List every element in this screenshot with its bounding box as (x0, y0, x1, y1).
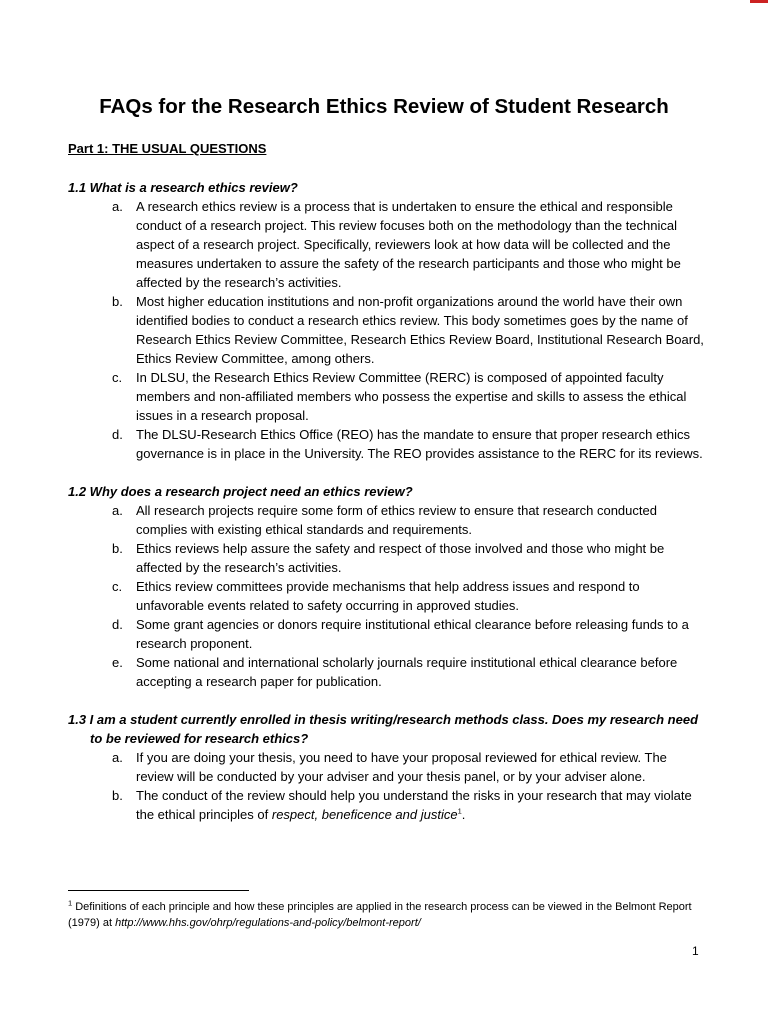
footnote (68, 899, 718, 931)
faq-question: 1.2 Why does a research project need an ethics review? (68, 484, 413, 499)
list-item-text: Ethics review committees provide mechanisms that help address issues and respond to unfavorable events related to safety occurring in approved studies. (136, 579, 640, 613)
list-marker: c. (112, 370, 123, 385)
answer-list (68, 197, 708, 463)
list-marker: a. (112, 199, 123, 214)
list-marker: b. (112, 541, 123, 556)
list-item (68, 786, 708, 824)
page-number: 1 (692, 944, 699, 958)
list-item-text: In DLSU, the Research Ethics Review Committee (RERC) is composed of appointed faculty members and non-affiliated members who possess the expertise and skills to assess the ethical issues in a research proposal. (136, 370, 687, 423)
list-marker: d. (112, 617, 123, 632)
document-title: FAQs for the Research Ethics Review of Student Research (99, 95, 669, 118)
text-segment: The conduct of the review should help you understand the risks in your research that may violate the ethical principles of (136, 788, 692, 822)
list-item (68, 501, 708, 539)
faq-section-1-2 (68, 482, 708, 691)
list-item-text: Most higher education institutions and non-profit organizations around the world have their own identified bodies to conduct a research ethics review. This body sometimes goes by the name of Research Ethics Review Committee, Research Ethics Review Board, Institutional Research Board, Ethics Review Committee, among others. (136, 294, 704, 366)
list-item (68, 615, 708, 653)
list-item (68, 653, 708, 691)
list-item-text: The DLSU-Research Ethics Office (REO) has the mandate to ensure that proper research ethics governance is in place in the University. The REO provides assistance to the RERC for its reviews. (136, 427, 703, 461)
list-item-text: Ethics reviews help assure the safety and respect of those involved and those who might be affected by the research’s activities. (136, 541, 665, 575)
answer-list (68, 748, 708, 824)
list-item-text: All research projects require some form of ethics review to ensure that research conducted complies with existing ethical standards and requirements. (136, 503, 657, 537)
list-marker: e. (112, 655, 123, 670)
list-item (68, 425, 708, 463)
list-marker: c. (112, 579, 123, 594)
footnote-marker: 1 (68, 898, 73, 908)
footnote-divider (68, 890, 249, 891)
footnote-text: Definitions of each principle and how these principles are applied in the research process can be viewed in the Belmont Report (1979) at (68, 901, 692, 929)
list-item (68, 577, 708, 615)
list-marker: a. (112, 503, 123, 518)
faq-content (68, 178, 708, 843)
footnote-url: http://www.hhs.gov/ohrp/regulations-and-policy/belmont-report/ (115, 917, 421, 929)
list-item-text: A research ethics review is a process that is undertaken to ensure the ethical and responsible conduct of a research project. This review focuses both on the methodology than the technical aspect of a research project. Specifically, reviewers look at how data will be collected and the measures undertaken to assure the safety of the research participants and those who might be affected by the research’s activities. (136, 199, 681, 290)
list-item (68, 197, 708, 292)
part-heading: Part 1: THE USUAL QUESTIONS (68, 141, 267, 156)
faq-section-1-3 (68, 710, 708, 824)
faq-question: 1.3 I am a student currently enrolled in thesis writing/research methods class. Does my research need to be reviewed for research ethics? (68, 712, 699, 746)
list-item-text: Some national and international scholarly journals require institutional ethical clearance before accepting a research paper for publication. (136, 655, 678, 689)
list-item (68, 539, 708, 577)
list-item (68, 292, 708, 368)
answer-list (68, 501, 708, 691)
list-item (68, 748, 708, 786)
list-marker: d. (112, 427, 123, 442)
faq-section-1-1 (68, 178, 708, 463)
ethical-principles-text: respect, beneficence and justice (271, 807, 458, 822)
list-item-text: Some grant agencies or donors require institutional ethical clearance before releasing funds to a research proponent. (136, 617, 689, 651)
footnote-reference: 1 (457, 806, 462, 816)
list-marker: b. (112, 294, 123, 309)
list-item-text: If you are doing your thesis, you need to have your proposal reviewed for ethical review. The review will be conducted by your adviser and your thesis panel, or by your adviser alone. (136, 750, 667, 784)
list-item-text (136, 788, 692, 822)
text-segment: . (461, 807, 466, 822)
list-marker: b. (112, 788, 123, 803)
faq-question: 1.1 What is a research ethics review? (68, 180, 298, 195)
list-marker: a. (112, 750, 123, 765)
list-item (68, 368, 708, 425)
